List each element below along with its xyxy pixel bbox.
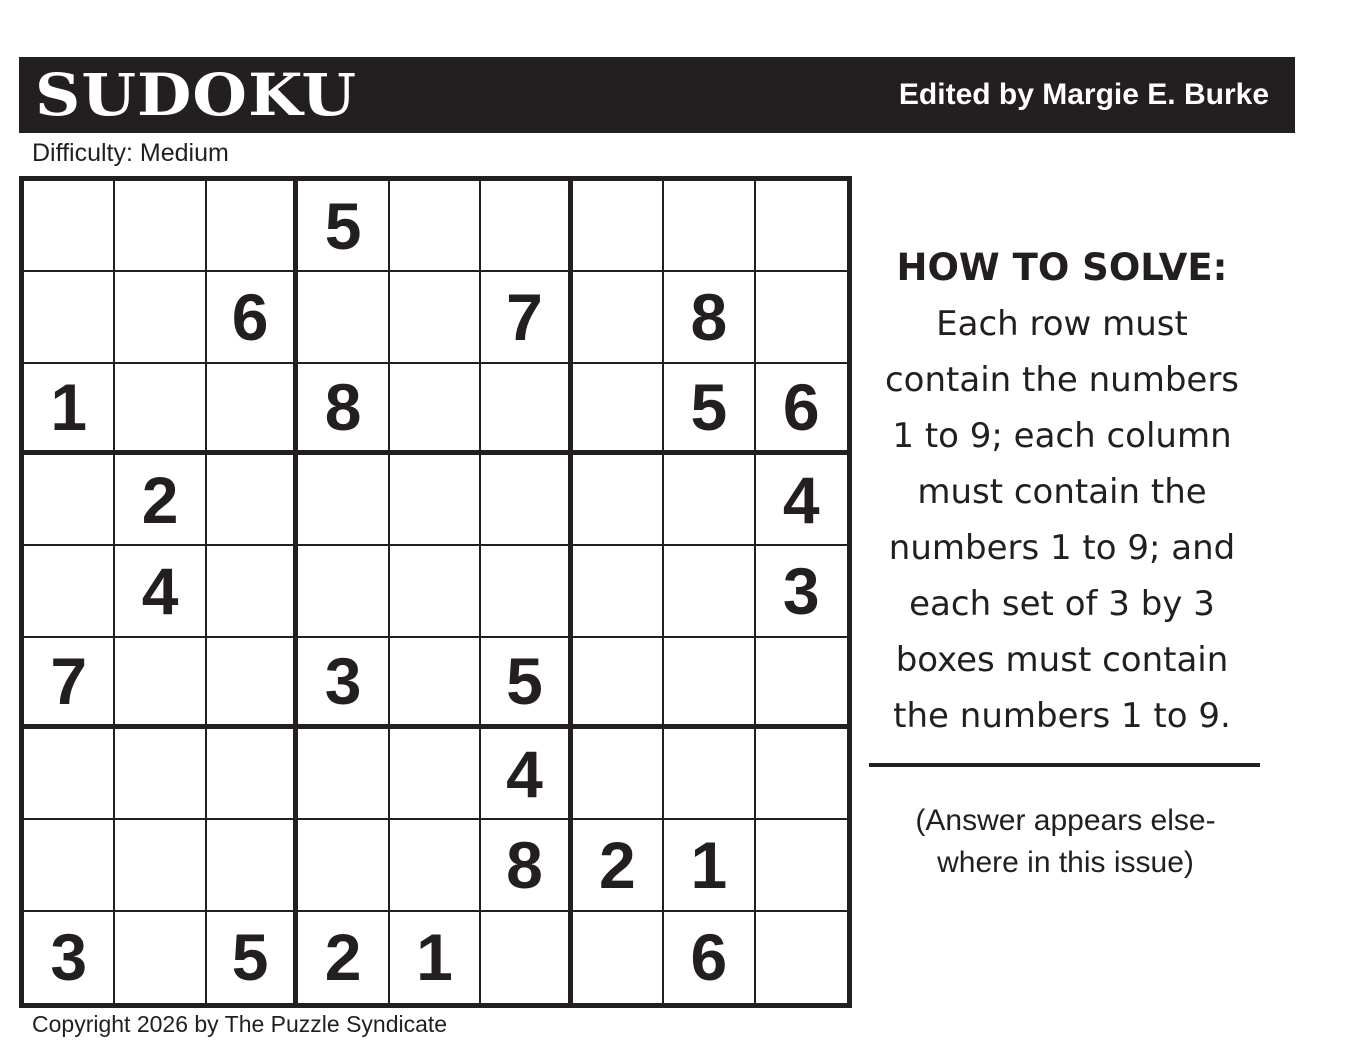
sudoku-cell-r7c8[interactable]	[664, 729, 755, 820]
sudoku-cell-r9c6[interactable]	[481, 912, 572, 1003]
sudoku-cell-r1c8[interactable]	[664, 181, 755, 272]
sudoku-cell-r6c7[interactable]	[573, 638, 664, 729]
sudoku-cell-r4c2[interactable]: 2	[115, 455, 206, 546]
editor-credit: Edited by Margie E. Burke	[898, 78, 1269, 111]
sudoku-cell-r8c8[interactable]: 1	[664, 820, 755, 911]
sudoku-cell-r9c4[interactable]: 2	[298, 912, 389, 1003]
sudoku-cell-r4c5[interactable]	[390, 455, 481, 546]
instruction-line: must contain the	[917, 472, 1207, 512]
sudoku-cell-r8c4[interactable]	[298, 820, 389, 911]
sudoku-cell-r5c7[interactable]	[573, 546, 664, 637]
divider	[869, 763, 1260, 767]
sudoku-cell-r5c5[interactable]	[390, 546, 481, 637]
sudoku-cell-r1c1[interactable]	[24, 181, 115, 272]
instruction-line: 1 to 9; each column	[892, 416, 1232, 456]
sudoku-cell-r2c1[interactable]	[24, 272, 115, 363]
sudoku-cell-r5c9[interactable]: 3	[756, 546, 847, 637]
instruction-line: numbers 1 to 9; and	[888, 528, 1236, 568]
how-to-solve-panel	[862, 240, 1262, 744]
answer-note-line: (Answer appears else-	[915, 804, 1216, 837]
sudoku-cell-r5c4[interactable]	[298, 546, 389, 637]
sudoku-cell-r6c4[interactable]: 3	[298, 638, 389, 729]
sudoku-cell-r8c7[interactable]: 2	[573, 820, 664, 911]
sudoku-cell-r3c5[interactable]	[390, 364, 481, 455]
sudoku-cell-r5c1[interactable]	[24, 546, 115, 637]
sudoku-logo: SUDOKU	[35, 61, 358, 129]
sudoku-cell-r3c4[interactable]: 8	[298, 364, 389, 455]
sudoku-cell-r1c5[interactable]	[390, 181, 481, 272]
sudoku-cell-r2c4[interactable]	[298, 272, 389, 363]
sudoku-cell-r1c2[interactable]	[115, 181, 206, 272]
sudoku-cell-r9c2[interactable]	[115, 912, 206, 1003]
sudoku-cell-r3c3[interactable]	[207, 364, 298, 455]
sudoku-cell-r9c3[interactable]: 5	[207, 912, 298, 1003]
sudoku-cell-r8c2[interactable]	[115, 820, 206, 911]
sudoku-cell-r9c9[interactable]	[756, 912, 847, 1003]
sudoku-cell-r7c1[interactable]	[24, 729, 115, 820]
sudoku-cell-r1c3[interactable]	[207, 181, 298, 272]
sudoku-cell-r3c9[interactable]: 6	[756, 364, 847, 455]
answer-note-line: where in this issue)	[937, 846, 1194, 879]
how-to-solve-title: HOW TO SOLVE:	[896, 246, 1228, 289]
instruction-line: each set of 3 by 3	[909, 584, 1215, 624]
sudoku-cell-r6c1[interactable]: 7	[24, 638, 115, 729]
sudoku-cell-r6c8[interactable]	[664, 638, 755, 729]
copyright-notice: Copyright 2026 by The Puzzle Syndicate	[32, 1011, 448, 1037]
sudoku-cell-r5c8[interactable]	[664, 546, 755, 637]
sudoku-cell-r2c8[interactable]: 8	[664, 272, 755, 363]
sudoku-cell-r2c2[interactable]	[115, 272, 206, 363]
sudoku-cell-r9c5[interactable]: 1	[390, 912, 481, 1003]
header-bar	[19, 57, 1295, 133]
sudoku-cell-r5c3[interactable]	[207, 546, 298, 637]
difficulty-label: Difficulty: Medium	[32, 139, 229, 167]
sudoku-cell-r5c2[interactable]: 4	[115, 546, 206, 637]
sudoku-cell-r8c9[interactable]	[756, 820, 847, 911]
sudoku-cell-r8c6[interactable]: 8	[481, 820, 572, 911]
sudoku-cell-r3c6[interactable]	[481, 364, 572, 455]
sudoku-cell-r2c3[interactable]: 6	[207, 272, 298, 363]
sudoku-cell-r7c7[interactable]	[573, 729, 664, 820]
sudoku-cell-r6c9[interactable]	[756, 638, 847, 729]
sudoku-cell-r1c4[interactable]: 5	[298, 181, 389, 272]
sudoku-cell-r1c7[interactable]	[573, 181, 664, 272]
sudoku-grid	[19, 176, 852, 1008]
sudoku-cell-r3c8[interactable]: 5	[664, 364, 755, 455]
sudoku-cell-r4c1[interactable]	[24, 455, 115, 546]
sudoku-cell-r9c8[interactable]: 6	[664, 912, 755, 1003]
sudoku-cell-r7c4[interactable]	[298, 729, 389, 820]
sudoku-cell-r2c7[interactable]	[573, 272, 664, 363]
instruction-line: the numbers 1 to 9.	[893, 696, 1231, 736]
sudoku-cell-r4c6[interactable]	[481, 455, 572, 546]
sudoku-cell-r3c1[interactable]: 1	[24, 364, 115, 455]
sudoku-cell-r4c3[interactable]	[207, 455, 298, 546]
sudoku-cell-r1c6[interactable]	[481, 181, 572, 272]
instruction-line: contain the numbers	[884, 360, 1240, 400]
instruction-line: boxes must contain	[895, 640, 1229, 680]
sudoku-cell-r7c3[interactable]	[207, 729, 298, 820]
sudoku-cell-r6c3[interactable]	[207, 638, 298, 729]
sudoku-cell-r3c7[interactable]	[573, 364, 664, 455]
sudoku-cell-r2c9[interactable]	[756, 272, 847, 363]
answer-note	[868, 800, 1263, 884]
sudoku-cell-r4c8[interactable]	[664, 455, 755, 546]
sudoku-cell-r6c2[interactable]	[115, 638, 206, 729]
sudoku-cell-r9c1[interactable]: 3	[24, 912, 115, 1003]
sudoku-cell-r2c6[interactable]: 7	[481, 272, 572, 363]
sudoku-cell-r9c7[interactable]	[573, 912, 664, 1003]
sudoku-cell-r7c5[interactable]	[390, 729, 481, 820]
sudoku-cell-r4c9[interactable]: 4	[756, 455, 847, 546]
sudoku-cell-r8c5[interactable]	[390, 820, 481, 911]
instruction-line: Each row must	[936, 304, 1188, 344]
sudoku-cell-r6c6[interactable]: 5	[481, 638, 572, 729]
sudoku-cell-r6c5[interactable]	[390, 638, 481, 729]
sudoku-cell-r4c4[interactable]	[298, 455, 389, 546]
sudoku-cell-r7c6[interactable]: 4	[481, 729, 572, 820]
sudoku-cell-r8c3[interactable]	[207, 820, 298, 911]
sudoku-cell-r3c2[interactable]	[115, 364, 206, 455]
sudoku-cell-r2c5[interactable]	[390, 272, 481, 363]
sudoku-cell-r5c6[interactable]	[481, 546, 572, 637]
sudoku-cell-r7c9[interactable]	[756, 729, 847, 820]
sudoku-cell-r8c1[interactable]	[24, 820, 115, 911]
sudoku-cell-r1c9[interactable]	[756, 181, 847, 272]
sudoku-cell-r4c7[interactable]	[573, 455, 664, 546]
sudoku-cell-r7c2[interactable]	[115, 729, 206, 820]
